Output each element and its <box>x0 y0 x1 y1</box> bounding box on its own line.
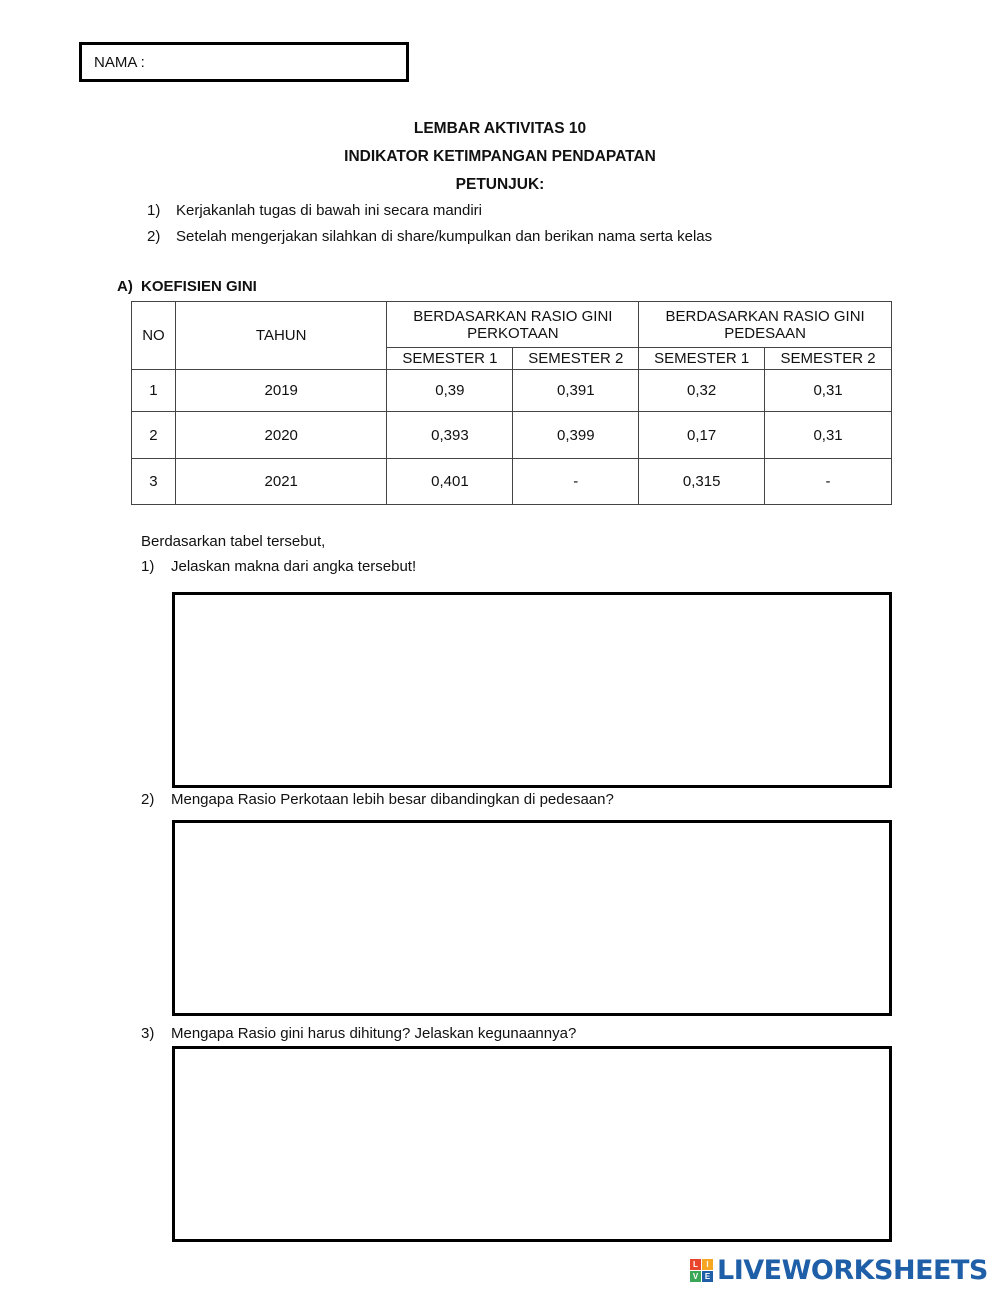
logo-mark-letter: L <box>690 1259 701 1270</box>
worksheet-subtitle: INDIKATOR KETIMPANGAN PENDAPATAN <box>344 148 656 165</box>
question-number: 2) <box>141 791 155 808</box>
logo-mark-letter: I <box>702 1259 713 1270</box>
question-1 <box>141 558 416 575</box>
worksheet-title: LEMBAR AKTIVITAS 10 <box>413 120 587 137</box>
header-kota-semester-1: SEMESTER 1 <box>387 348 513 370</box>
instruction-item <box>147 228 712 245</box>
header-group-perkotaan: BERDASARKAN RASIO GINI PERKOTAAN <box>387 302 639 348</box>
header-desa-semester-1: SEMESTER 1 <box>639 348 765 370</box>
question-text: Mengapa Rasio gini harus dihitung? Jelaskan kegunaannya? <box>171 1025 577 1042</box>
cell-no: 3 <box>132 459 176 505</box>
question-text: Mengapa Rasio Perkotaan lebih besar dibandingkan di pedesaan? <box>171 791 614 808</box>
cell-desa-s2: 0,31 <box>765 370 892 412</box>
answer-box-3[interactable] <box>172 1046 892 1242</box>
instruction-text: Setelah mengerjakan silahkan di share/kumpulkan dan berikan nama serta kelas <box>176 228 713 245</box>
cell-desa-s2: - <box>765 459 892 505</box>
cell-tahun: 2019 <box>175 370 387 412</box>
answer-box-1[interactable] <box>172 592 892 788</box>
cell-kota-s1: 0,393 <box>387 412 513 459</box>
table-row <box>132 412 892 459</box>
cell-tahun: 2021 <box>175 459 387 505</box>
cell-kota-s2: - <box>513 459 639 505</box>
table-row <box>132 370 892 412</box>
logo-text: LIVEWORKSHEETS <box>717 1254 988 1286</box>
gini-table <box>131 301 892 505</box>
instructions-heading: PETUNJUK: <box>455 176 545 193</box>
section-a-heading <box>117 278 257 295</box>
question-number: 3) <box>141 1025 155 1042</box>
cell-desa-s1: 0,32 <box>639 370 765 412</box>
header-desa-semester-2: SEMESTER 2 <box>765 348 892 370</box>
instruction-item <box>147 202 482 219</box>
cell-tahun: 2020 <box>175 412 387 459</box>
question-number: 1) <box>141 558 155 575</box>
cell-no: 1 <box>132 370 176 412</box>
intro-text: Berdasarkan tabel tersebut, <box>141 533 326 550</box>
instruction-number: 2) <box>147 228 161 245</box>
table-row <box>132 459 892 505</box>
header-no: NO <box>132 302 176 370</box>
logo-mark-letter: V <box>690 1271 701 1282</box>
cell-kota-s1: 0,39 <box>387 370 513 412</box>
liveworksheets-logo <box>690 1254 988 1286</box>
cell-desa-s1: 0,17 <box>639 412 765 459</box>
cell-desa-s1: 0,315 <box>639 459 765 505</box>
answer-box-2[interactable] <box>172 820 892 1016</box>
header-tahun: TAHUN <box>175 302 387 370</box>
cell-kota-s2: 0,391 <box>513 370 639 412</box>
section-number: A) <box>117 278 133 295</box>
cell-kota-s2: 0,399 <box>513 412 639 459</box>
instruction-number: 1) <box>147 202 161 219</box>
instruction-text: Kerjakanlah tugas di bawah ini secara mandiri <box>176 202 483 219</box>
question-3 <box>141 1025 576 1042</box>
question-text: Jelaskan makna dari angka tersebut! <box>171 558 417 575</box>
cell-no: 2 <box>132 412 176 459</box>
header-group-pedesaan: BERDASARKAN RASIO GINI PEDESAAN <box>639 302 892 348</box>
name-field[interactable] <box>79 42 409 82</box>
logo-mark-icon <box>690 1259 713 1282</box>
question-2 <box>141 791 614 808</box>
logo-mark-letter: E <box>702 1271 713 1282</box>
section-title: KOEFISIEN GINI <box>141 278 257 295</box>
name-input[interactable] <box>151 45 406 79</box>
name-label: NAMA : <box>94 53 145 71</box>
cell-desa-s2: 0,31 <box>765 412 892 459</box>
header-kota-semester-2: SEMESTER 2 <box>513 348 639 370</box>
cell-kota-s1: 0,401 <box>387 459 513 505</box>
